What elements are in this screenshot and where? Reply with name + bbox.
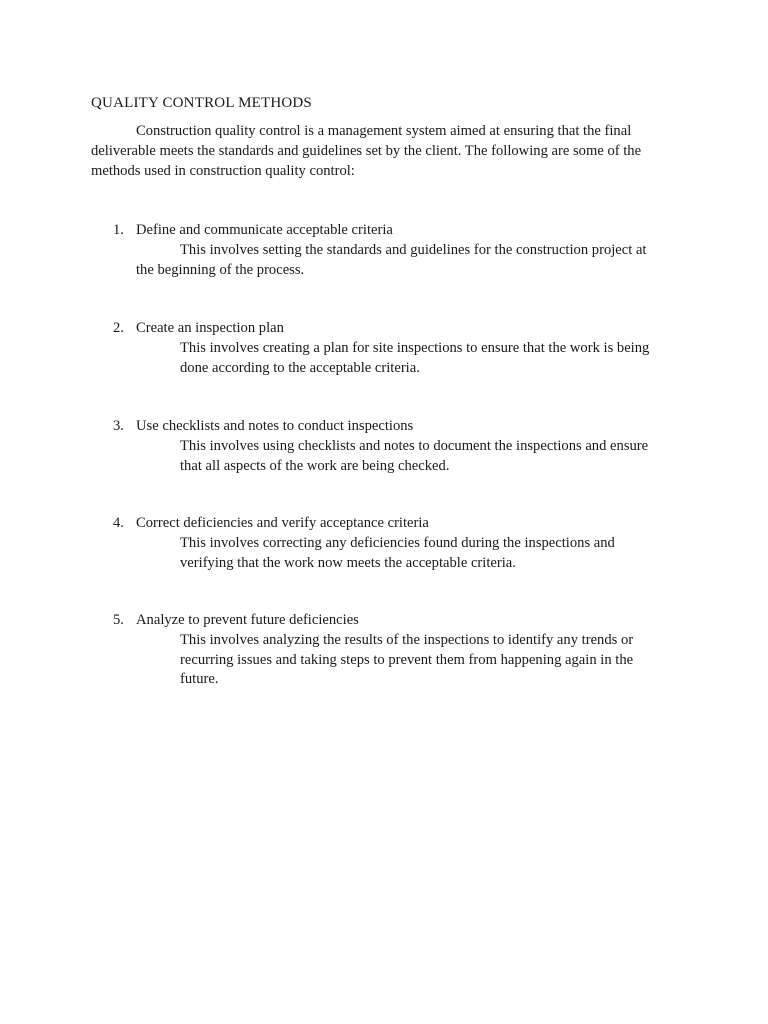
description-line: This involves creating a plan for site inspections to ensure that the work is being (180, 339, 650, 356)
list-item-description (180, 631, 633, 690)
list-item-number: 5. (113, 612, 124, 628)
description-line: done according to the acceptable criteria. (180, 359, 420, 376)
list-item-heading: Use checklists and notes to conduct inspections (136, 418, 414, 434)
page-title: QUALITY CONTROL METHODS (91, 95, 312, 111)
list-item-heading: Correct deficiencies and verify acceptance criteria (136, 515, 429, 531)
intro-paragraph (91, 122, 691, 181)
list-item-heading: Define and communicate acceptable criteria (136, 222, 393, 238)
description-line: This involves using checklists and notes to document the inspections and ensure (180, 437, 649, 454)
list-item-description (180, 339, 649, 379)
list-item-number: 2. (113, 320, 124, 336)
list-item-description (136, 241, 647, 281)
list-item-heading: Analyze to prevent future deficiencies (136, 612, 359, 628)
description-line: This involves setting the standards and guidelines for the construction project at (180, 241, 647, 258)
intro-line: deliverable meets the standards and guidelines set by the client. The following are some of the (91, 142, 642, 159)
description-line: that all aspects of the work are being checked. (180, 457, 450, 474)
list-item-heading: Create an inspection plan (136, 320, 284, 336)
list-item-description (180, 437, 648, 477)
list-item-number: 1. (113, 222, 124, 238)
description-line: the beginning of the process. (136, 261, 305, 278)
intro-line: methods used in construction quality control: (91, 162, 355, 179)
description-line: verifying that the work now meets the acceptable criteria. (180, 554, 516, 571)
description-line: recurring issues and taking steps to prevent them from happening again in the (180, 651, 634, 668)
description-line: This involves correcting any deficiencies found during the inspections and (180, 534, 615, 551)
list-item-number: 4. (113, 515, 124, 531)
description-line: future. (180, 671, 219, 688)
list-item-number: 3. (113, 418, 124, 434)
intro-line: Construction quality control is a management system aimed at ensuring that the final (136, 123, 632, 139)
list-item-description (180, 534, 615, 574)
description-line: This involves analyzing the results of the inspections to identify any trends or (180, 631, 634, 648)
